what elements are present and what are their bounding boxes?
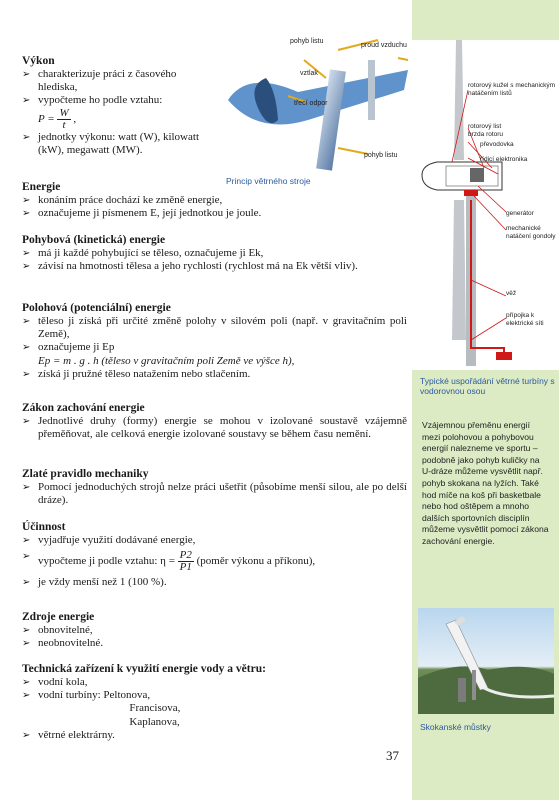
wind-label-1: pohyb listu bbox=[290, 38, 324, 45]
heading-kinetic: Pohybová (kinetická) energie bbox=[22, 234, 166, 246]
section-potential bbox=[22, 301, 407, 381]
heading-sources: Zdroje energie bbox=[22, 611, 95, 623]
ski-jump-illustration bbox=[418, 608, 554, 714]
energie-bullet-2: ➢ označujeme ji písmenem E, její jednotkou je joule. bbox=[22, 207, 407, 220]
wind-label-2: proud vzduchu bbox=[361, 42, 407, 49]
wind-label-5: pohyb listu bbox=[364, 152, 398, 159]
sources-bullet-1: ➢ obnovitelné, bbox=[22, 624, 407, 637]
sources-bullet-2: ➢ neobnovitelné. bbox=[22, 637, 407, 650]
section-conservation bbox=[22, 401, 407, 441]
golden-rule-bullet-1: ➢ Pomocí jednoduchých strojů nelze práci ušetřit (působíme menší silou, ale po delší dráze). bbox=[22, 481, 407, 507]
technical-bullet-2: ➢ vodní turbíny: Peltonova, Francisova, Kaplanova, bbox=[22, 689, 407, 729]
vykon-bullet-2: ➢ vypočteme ho podle vztahu: P = $\frac{W}{t}$ , bbox=[22, 94, 212, 130]
conservation-bullet-1: ➢ Jednotlivé druhy (formy) energie se mohou v izolované soustavě vzájemně přeměňovat, ale celková energie izolované soustavy se během času nemění. bbox=[22, 415, 407, 441]
technical-bullet-3: ➢ větrné elektrárny. bbox=[22, 729, 407, 742]
efficiency-bullet-1: ➢ vyjadřuje využití dodávané energie, bbox=[22, 534, 407, 547]
efficiency-bullet-2: ➢ vypočteme ji podle vztahu: η = $\frac{P2}{P1}$ (poměr výkonu a příkonu), bbox=[22, 550, 407, 573]
turbine-label-nacelle-yaw: mechanické natáčení gondoly bbox=[506, 225, 556, 240]
heading-golden-rule: Zlaté pravidlo mechaniky bbox=[22, 468, 149, 480]
turbine-label-rotor-blade: rotorový list bbox=[468, 123, 502, 130]
wind-blade-illustration bbox=[218, 30, 410, 190]
turbine-types: Peltonova, Francisova, Kaplanova, bbox=[103, 689, 181, 728]
section-efficiency bbox=[22, 520, 407, 589]
potential-bullet-2: ➢ označujeme ji Ep Ep = m . g . h (těleso v gravitačním poli Země ve výšce h), bbox=[22, 341, 407, 367]
section-kinetic bbox=[22, 233, 407, 273]
heading-energie: Energie bbox=[22, 181, 61, 193]
section-sources bbox=[22, 610, 407, 650]
sidebar bbox=[412, 0, 559, 800]
turbine-caption: Typické uspořádání větrné turbíny s vodorovnou osou bbox=[420, 376, 555, 396]
turbine-label-generator: generátor bbox=[506, 210, 534, 217]
photo-caption: Skokanské můstky bbox=[420, 722, 491, 732]
turbine-label-gearbox: převodovka bbox=[480, 141, 514, 148]
turbine-label-tower: věž bbox=[506, 290, 517, 297]
heading-potential: Polohová (potenciální) energie bbox=[22, 302, 171, 314]
vykon-bullet-3: ➢ jednotky výkonu: watt (W), kilowatt (kW), megawatt (MW). bbox=[22, 131, 212, 157]
ski-jump-photo bbox=[418, 608, 554, 714]
energie-bullet-1: ➢ konáním práce dochází ke změně energie, bbox=[22, 194, 407, 207]
turbine-diagram bbox=[412, 40, 559, 370]
sidebar-text: Vzájemnou přeměnu energií mezi polohovou a pohybovou energií nalezneme ve sportu – podobně jako pohyb kuličky na U-dráze můžeme vysvětlit např. pohyb skokana na lyžích. Také hod míče na koš při basketbale nebo hod oštěpem a mnoho dalších sportovních disciplín můžeme vysvětlit pomocí zákona zachování energie. bbox=[422, 420, 549, 546]
section-technical bbox=[22, 662, 407, 742]
heading-technical: Technická zařízení k využití energie vody a větru: bbox=[22, 663, 266, 675]
turbine-label-brake: brzda rotoru bbox=[468, 131, 504, 138]
section-energie bbox=[22, 180, 407, 220]
wind-label-3: vztlak bbox=[300, 70, 318, 77]
heading-conservation: Zákon zachování energie bbox=[22, 402, 145, 414]
technical-bullet-1: ➢ vodní kola, bbox=[22, 676, 407, 689]
section-vykon bbox=[22, 54, 212, 157]
potential-bullet-3: ➢ získá ji pružné těleso natažením nebo stlačením. bbox=[22, 368, 407, 381]
efficiency-bullet-3: ➢ je vždy menší než 1 (100 %). bbox=[22, 576, 407, 589]
potential-formula: Ep = m . g . h (těleso v gravitačním poli Země ve výšce h), bbox=[38, 354, 295, 367]
kinetic-bullet-2: ➢ závisí na hmotnosti tělesa a jeho rychlosti (rychlost má na Ek větší vliv). bbox=[22, 260, 407, 273]
turbine-label-rotor-cone: rotorový kužel s mechanickým natáčením listů bbox=[468, 82, 556, 97]
kinetic-bullet-1: ➢ má ji každé pohybující se těleso, označujeme ji Ek, bbox=[22, 247, 407, 260]
wind-figure-caption: Princip větrného stroje bbox=[226, 176, 311, 186]
potential-bullet-1: ➢ těleso ji získá při určité změně polohy v silovém poli (např. v gravitačním poli Země), bbox=[22, 315, 407, 341]
power-fraction: $\frac{W}{t}$ bbox=[59, 106, 69, 131]
page-number: 37 bbox=[386, 748, 399, 763]
turbine-label-electronics: řídicí elektronika bbox=[480, 156, 528, 163]
turbine-label-grid-connection: přípojka k elektrické síti bbox=[506, 312, 544, 327]
wind-label-4: třecí odpor bbox=[294, 100, 328, 107]
section-golden-rule bbox=[22, 467, 407, 507]
heading-vykon: Výkon bbox=[22, 55, 55, 67]
heading-efficiency: Účinnost bbox=[22, 521, 66, 533]
wind-machine-figure bbox=[218, 30, 410, 190]
efficiency-fraction: $\frac{P2}{P1}$ bbox=[179, 549, 192, 574]
vykon-bullet-1: ➢ charakterizuje práci z časového hlediska, bbox=[22, 68, 212, 94]
